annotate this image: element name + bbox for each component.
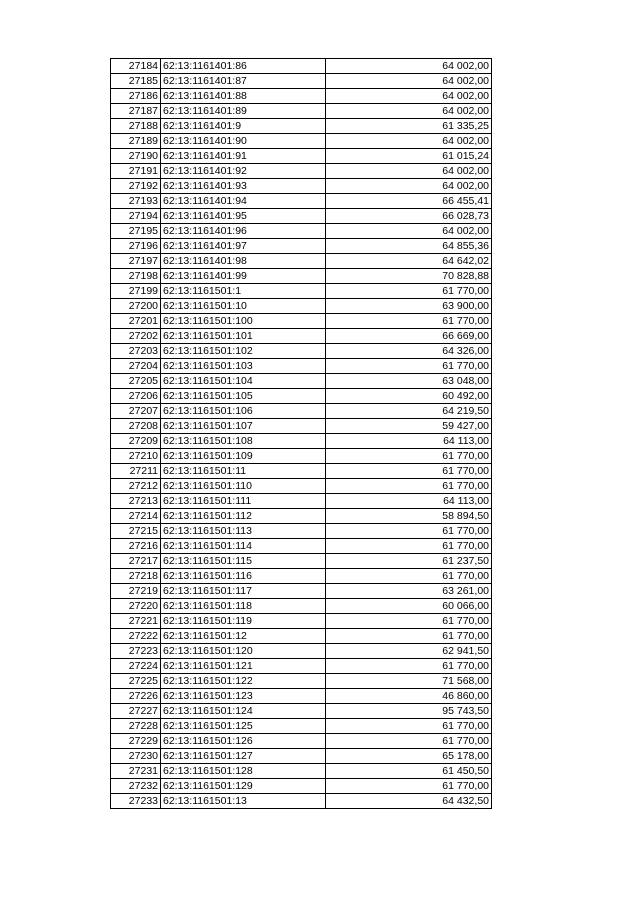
cadastral-value-cell: 64 855,36 xyxy=(326,239,492,254)
row-number-cell: 27210 xyxy=(111,449,161,464)
cadastral-value-cell: 64 113,00 xyxy=(326,434,492,449)
cadastral-value-cell: 61 770,00 xyxy=(326,284,492,299)
cadastral-value-cell: 66 669,00 xyxy=(326,329,492,344)
table-row xyxy=(111,524,492,539)
table-row xyxy=(111,344,492,359)
row-number-cell: 27199 xyxy=(111,284,161,299)
cadastral-value-cell: 61 770,00 xyxy=(326,734,492,749)
table-row xyxy=(111,209,492,224)
row-number-cell: 27228 xyxy=(111,719,161,734)
row-number-cell: 27215 xyxy=(111,524,161,539)
cadastral-value-cell: 62 941,50 xyxy=(326,644,492,659)
table-row xyxy=(111,614,492,629)
table-row xyxy=(111,74,492,89)
row-number-cell: 27232 xyxy=(111,779,161,794)
cadastral-number-cell: 62:13:1161401:86 xyxy=(161,59,326,74)
row-number-cell: 27193 xyxy=(111,194,161,209)
row-number-cell: 27203 xyxy=(111,344,161,359)
table-row xyxy=(111,764,492,779)
table-row xyxy=(111,719,492,734)
cadastral-value-cell: 61 770,00 xyxy=(326,479,492,494)
table-row xyxy=(111,749,492,764)
cadastral-number-cell: 62:13:1161501:12 xyxy=(161,629,326,644)
cadastral-number-cell: 62:13:1161501:104 xyxy=(161,374,326,389)
cadastral-number-cell: 62:13:1161401:93 xyxy=(161,179,326,194)
cadastral-value-cell: 58 894,50 xyxy=(326,509,492,524)
cadastral-number-cell: 62:13:1161501:103 xyxy=(161,359,326,374)
table-row xyxy=(111,584,492,599)
table-row xyxy=(111,479,492,494)
cadastral-number-cell: 62:13:1161501:123 xyxy=(161,689,326,704)
table-row xyxy=(111,689,492,704)
cadastral-value-cell: 70 828,88 xyxy=(326,269,492,284)
row-number-cell: 27225 xyxy=(111,674,161,689)
row-number-cell: 27211 xyxy=(111,464,161,479)
row-number-cell: 27204 xyxy=(111,359,161,374)
row-number-cell: 27185 xyxy=(111,74,161,89)
row-number-cell: 27184 xyxy=(111,59,161,74)
table-row xyxy=(111,299,492,314)
table-row xyxy=(111,569,492,584)
table-row xyxy=(111,239,492,254)
cadastral-value-cell: 64 432,50 xyxy=(326,794,492,809)
table-row xyxy=(111,194,492,209)
table-row xyxy=(111,164,492,179)
table-row xyxy=(111,284,492,299)
cadastral-value-cell: 66 028,73 xyxy=(326,209,492,224)
cadastral-number-cell: 62:13:1161401:95 xyxy=(161,209,326,224)
row-number-cell: 27196 xyxy=(111,239,161,254)
row-number-cell: 27194 xyxy=(111,209,161,224)
cadastral-number-cell: 62:13:1161501:106 xyxy=(161,404,326,419)
table-row xyxy=(111,269,492,284)
cadastral-value-cell: 61 770,00 xyxy=(326,449,492,464)
row-number-cell: 27220 xyxy=(111,599,161,614)
table-row xyxy=(111,449,492,464)
cadastral-number-cell: 62:13:1161401:94 xyxy=(161,194,326,209)
cadastral-value-cell: 46 860,00 xyxy=(326,689,492,704)
table-row xyxy=(111,434,492,449)
cadastral-number-cell: 62:13:1161501:13 xyxy=(161,794,326,809)
table-row xyxy=(111,89,492,104)
cadastral-number-cell: 62:13:1161401:98 xyxy=(161,254,326,269)
cadastral-number-cell: 62:13:1161501:120 xyxy=(161,644,326,659)
row-number-cell: 27217 xyxy=(111,554,161,569)
cadastral-value-cell: 59 427,00 xyxy=(326,419,492,434)
table-row xyxy=(111,509,492,524)
cadastral-number-cell: 62:13:1161501:111 xyxy=(161,494,326,509)
row-number-cell: 27214 xyxy=(111,509,161,524)
table-row xyxy=(111,314,492,329)
cadastral-value-cell: 64 642,02 xyxy=(326,254,492,269)
table-row xyxy=(111,464,492,479)
cadastral-number-cell: 62:13:1161501:119 xyxy=(161,614,326,629)
row-number-cell: 27187 xyxy=(111,104,161,119)
cadastral-number-cell: 62:13:1161401:91 xyxy=(161,149,326,164)
row-number-cell: 27201 xyxy=(111,314,161,329)
cadastral-number-cell: 62:13:1161501:1 xyxy=(161,284,326,299)
cadastral-value-cell: 61 770,00 xyxy=(326,539,492,554)
cadastral-number-cell: 62:13:1161401:9 xyxy=(161,119,326,134)
cadastral-value-cell: 71 568,00 xyxy=(326,674,492,689)
table-row xyxy=(111,119,492,134)
cadastral-number-cell: 62:13:1161501:127 xyxy=(161,749,326,764)
cadastral-number-cell: 62:13:1161501:11 xyxy=(161,464,326,479)
cadastral-number-cell: 62:13:1161501:121 xyxy=(161,659,326,674)
cadastral-value-cell: 65 178,00 xyxy=(326,749,492,764)
row-number-cell: 27231 xyxy=(111,764,161,779)
row-number-cell: 27216 xyxy=(111,539,161,554)
cadastral-number-cell: 62:13:1161501:109 xyxy=(161,449,326,464)
table-row xyxy=(111,149,492,164)
cadastral-value-cell: 64 002,00 xyxy=(326,74,492,89)
cadastral-number-cell: 62:13:1161401:96 xyxy=(161,224,326,239)
cadastral-number-cell: 62:13:1161501:100 xyxy=(161,314,326,329)
table-row xyxy=(111,674,492,689)
table-row xyxy=(111,734,492,749)
cadastral-number-cell: 62:13:1161501:115 xyxy=(161,554,326,569)
cadastral-value-cell: 61 237,50 xyxy=(326,554,492,569)
row-number-cell: 27191 xyxy=(111,164,161,179)
cadastral-number-cell: 62:13:1161401:88 xyxy=(161,89,326,104)
cadastral-value-cell: 63 048,00 xyxy=(326,374,492,389)
table-row xyxy=(111,659,492,674)
row-number-cell: 27198 xyxy=(111,269,161,284)
row-number-cell: 27229 xyxy=(111,734,161,749)
table-row xyxy=(111,179,492,194)
cadastral-number-cell: 62:13:1161501:124 xyxy=(161,704,326,719)
cadastral-value-cell: 61 450,50 xyxy=(326,764,492,779)
cadastral-number-cell: 62:13:1161501:129 xyxy=(161,779,326,794)
cadastral-value-cell: 64 219,50 xyxy=(326,404,492,419)
cadastral-number-cell: 62:13:1161401:97 xyxy=(161,239,326,254)
cadastral-number-cell: 62:13:1161501:110 xyxy=(161,479,326,494)
cadastral-value-cell: 63 900,00 xyxy=(326,299,492,314)
cadastral-value-cell: 64 002,00 xyxy=(326,89,492,104)
cadastral-value-cell: 64 002,00 xyxy=(326,224,492,239)
row-number-cell: 27224 xyxy=(111,659,161,674)
cadastral-value-cell: 64 002,00 xyxy=(326,179,492,194)
row-number-cell: 27213 xyxy=(111,494,161,509)
cadastral-number-cell: 62:13:1161501:118 xyxy=(161,599,326,614)
row-number-cell: 27208 xyxy=(111,419,161,434)
table-row xyxy=(111,494,492,509)
cadastral-value-cell: 61 770,00 xyxy=(326,719,492,734)
row-number-cell: 27189 xyxy=(111,134,161,149)
cadastral-value-cell: 61 770,00 xyxy=(326,779,492,794)
cadastral-number-cell: 62:13:1161501:112 xyxy=(161,509,326,524)
cadastral-value-cell: 63 261,00 xyxy=(326,584,492,599)
cadastral-value-cell: 66 455,41 xyxy=(326,194,492,209)
row-number-cell: 27226 xyxy=(111,689,161,704)
cadastral-value-cell: 61 770,00 xyxy=(326,524,492,539)
cadastral-number-cell: 62:13:1161501:122 xyxy=(161,674,326,689)
row-number-cell: 27200 xyxy=(111,299,161,314)
cadastral-number-cell: 62:13:1161501:114 xyxy=(161,539,326,554)
row-number-cell: 27222 xyxy=(111,629,161,644)
cadastral-value-cell: 64 002,00 xyxy=(326,59,492,74)
row-number-cell: 27209 xyxy=(111,434,161,449)
table-row xyxy=(111,704,492,719)
table-row xyxy=(111,404,492,419)
row-number-cell: 27221 xyxy=(111,614,161,629)
row-number-cell: 27212 xyxy=(111,479,161,494)
cadastral-number-cell: 62:13:1161501:107 xyxy=(161,419,326,434)
cadastral-value-cell: 64 002,00 xyxy=(326,134,492,149)
row-number-cell: 27205 xyxy=(111,374,161,389)
cadastral-number-cell: 62:13:1161501:113 xyxy=(161,524,326,539)
table-row xyxy=(111,794,492,809)
row-number-cell: 27218 xyxy=(111,569,161,584)
table-row xyxy=(111,134,492,149)
cadastral-value-cell: 61 770,00 xyxy=(326,464,492,479)
cadastral-number-cell: 62:13:1161501:102 xyxy=(161,344,326,359)
row-number-cell: 27202 xyxy=(111,329,161,344)
row-number-cell: 27233 xyxy=(111,794,161,809)
table-row xyxy=(111,254,492,269)
cadastral-value-table xyxy=(110,58,492,809)
cadastral-number-cell: 62:13:1161401:87 xyxy=(161,74,326,89)
table-row xyxy=(111,419,492,434)
cadastral-number-cell: 62:13:1161401:89 xyxy=(161,104,326,119)
row-number-cell: 27188 xyxy=(111,119,161,134)
table-row xyxy=(111,104,492,119)
cadastral-number-cell: 62:13:1161501:117 xyxy=(161,584,326,599)
cadastral-number-cell: 62:13:1161501:101 xyxy=(161,329,326,344)
row-number-cell: 27230 xyxy=(111,749,161,764)
cadastral-value-cell: 61 770,00 xyxy=(326,314,492,329)
cadastral-value-cell: 61 770,00 xyxy=(326,659,492,674)
cadastral-number-cell: 62:13:1161501:126 xyxy=(161,734,326,749)
row-number-cell: 27223 xyxy=(111,644,161,659)
table-row xyxy=(111,59,492,74)
row-number-cell: 27219 xyxy=(111,584,161,599)
cadastral-value-cell: 60 492,00 xyxy=(326,389,492,404)
table-row xyxy=(111,224,492,239)
table-row xyxy=(111,359,492,374)
cadastral-value-cell: 61 770,00 xyxy=(326,629,492,644)
table-row xyxy=(111,599,492,614)
table-row xyxy=(111,554,492,569)
cadastral-number-cell: 62:13:1161501:125 xyxy=(161,719,326,734)
row-number-cell: 27206 xyxy=(111,389,161,404)
cadastral-value-cell: 95 743,50 xyxy=(326,704,492,719)
cadastral-value-cell: 61 335,25 xyxy=(326,119,492,134)
cadastral-number-cell: 62:13:1161501:128 xyxy=(161,764,326,779)
table-row xyxy=(111,389,492,404)
table-row xyxy=(111,629,492,644)
row-number-cell: 27192 xyxy=(111,179,161,194)
row-number-cell: 27207 xyxy=(111,404,161,419)
cadastral-number-cell: 62:13:1161401:90 xyxy=(161,134,326,149)
cadastral-number-cell: 62:13:1161501:108 xyxy=(161,434,326,449)
row-number-cell: 27227 xyxy=(111,704,161,719)
cadastral-value-cell: 64 002,00 xyxy=(326,164,492,179)
cadastral-value-cell: 60 066,00 xyxy=(326,599,492,614)
cadastral-number-cell: 62:13:1161501:105 xyxy=(161,389,326,404)
table-body xyxy=(111,59,492,809)
cadastral-value-cell: 61 770,00 xyxy=(326,614,492,629)
cadastral-value-cell: 64 113,00 xyxy=(326,494,492,509)
table-row xyxy=(111,644,492,659)
cadastral-number-cell: 62:13:1161401:99 xyxy=(161,269,326,284)
table-row xyxy=(111,539,492,554)
cadastral-number-cell: 62:13:1161501:116 xyxy=(161,569,326,584)
cadastral-number-cell: 62:13:1161401:92 xyxy=(161,164,326,179)
row-number-cell: 27197 xyxy=(111,254,161,269)
row-number-cell: 27186 xyxy=(111,89,161,104)
cadastral-number-cell: 62:13:1161501:10 xyxy=(161,299,326,314)
table-row xyxy=(111,329,492,344)
row-number-cell: 27195 xyxy=(111,224,161,239)
table-row xyxy=(111,374,492,389)
cadastral-value-cell: 61 770,00 xyxy=(326,359,492,374)
row-number-cell: 27190 xyxy=(111,149,161,164)
table-row xyxy=(111,779,492,794)
cadastral-value-cell: 61 015,24 xyxy=(326,149,492,164)
cadastral-value-cell: 64 326,00 xyxy=(326,344,492,359)
cadastral-value-cell: 61 770,00 xyxy=(326,569,492,584)
cadastral-value-cell: 64 002,00 xyxy=(326,104,492,119)
